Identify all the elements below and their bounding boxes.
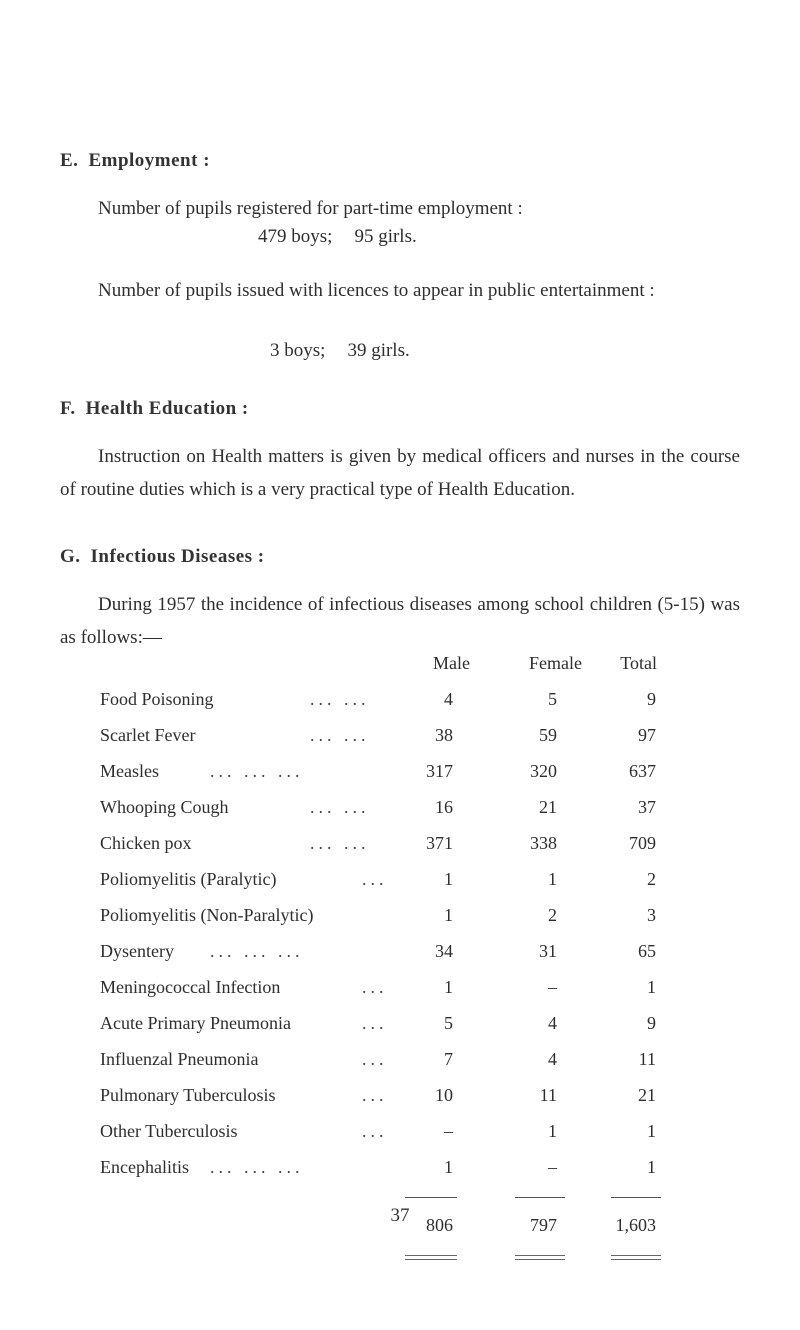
header-female: Female	[529, 653, 582, 673]
row-leader-dots: ... ...	[310, 689, 370, 709]
row-female: 4	[548, 1049, 557, 1069]
section-title: Health Education :	[85, 398, 249, 419]
row-female: 1	[548, 869, 557, 889]
row-male: 10	[435, 1085, 453, 1105]
double-rule-row	[100, 1243, 700, 1265]
female-double-rule	[515, 1255, 565, 1260]
row-leader-dots: ... ... ...	[210, 941, 304, 961]
row-leader-dots: ...	[362, 1121, 388, 1141]
health-education-paragraph: Instruction on Health matters is given by medical officers and nurses in the course of routine duties which is a very practical type of Health Education.	[60, 446, 740, 500]
table-row	[100, 897, 700, 933]
table-row	[100, 933, 700, 969]
male-double-rule	[405, 1255, 457, 1260]
section-heading-health-education	[60, 398, 249, 420]
row-leader-dots: ...	[362, 977, 388, 997]
row-male: 1	[444, 869, 453, 889]
row-male: 5	[444, 1013, 453, 1033]
row-male: 371	[426, 833, 453, 853]
row-female: 21	[539, 797, 557, 817]
row-male: 317	[426, 761, 453, 781]
row-label: Dysentery	[100, 941, 174, 961]
total-male: 806	[426, 1215, 453, 1235]
row-leader-dots: ... ...	[310, 833, 370, 853]
table-header-row	[100, 645, 700, 681]
row-leader-dots: ...	[362, 869, 388, 889]
row-total: 21	[638, 1085, 656, 1105]
row-label: Scarlet Fever	[100, 725, 196, 745]
row-label: Measles	[100, 761, 159, 781]
licence-girls: 39 girls.	[347, 340, 410, 361]
row-total: 1	[647, 1121, 656, 1141]
row-male: 4	[444, 689, 453, 709]
row-leader-dots: ...	[362, 1085, 388, 1105]
row-leader-dots: ... ... ...	[210, 1157, 304, 1177]
row-total: 9	[647, 1013, 656, 1033]
row-leader-dots: ...	[362, 1013, 388, 1033]
total-rule	[611, 1197, 661, 1198]
row-male: 1	[444, 977, 453, 997]
table-row	[100, 717, 700, 753]
row-leader-dots: ... ... ...	[210, 761, 304, 781]
row-total: 709	[629, 833, 656, 853]
row-label: Food Poisoning	[100, 689, 214, 709]
row-leader-dots: ... ...	[310, 725, 370, 745]
table-row	[100, 1077, 700, 1113]
total-female: 797	[530, 1215, 557, 1235]
total-all: 1,603	[615, 1215, 656, 1235]
row-label: Acute Primary Pneumonia	[100, 1013, 291, 1033]
employment-paragraph-2: Number of pupils issued with licences to appear in public entertainment :	[98, 280, 655, 301]
row-label: Other Tuberculosis	[100, 1121, 238, 1141]
row-female: 338	[530, 833, 557, 853]
row-male: 7	[444, 1049, 453, 1069]
row-male: 16	[435, 797, 453, 817]
row-female: 4	[548, 1013, 557, 1033]
table-row	[100, 969, 700, 1005]
row-total: 3	[647, 905, 656, 925]
row-leader-dots: ...	[362, 1049, 388, 1069]
infectious-diseases-table	[100, 645, 700, 1265]
row-total: 37	[638, 797, 656, 817]
header-male: Male	[433, 653, 470, 673]
table-row	[100, 789, 700, 825]
section-letter: F.	[60, 398, 76, 419]
row-total: 1	[647, 977, 656, 997]
row-label: Influenzal Pneumonia	[100, 1049, 259, 1069]
row-female: 2	[548, 905, 557, 925]
table-row	[100, 1041, 700, 1077]
section-letter: G.	[60, 546, 81, 567]
row-total: 637	[629, 761, 656, 781]
employment-paragraph-1: Number of pupils registered for part-time employment :	[98, 198, 523, 219]
row-female: 320	[530, 761, 557, 781]
row-total: 65	[638, 941, 656, 961]
row-label: Meningococcal Infection	[100, 977, 281, 997]
row-female: 31	[539, 941, 557, 961]
section-letter: E.	[60, 150, 79, 171]
row-male: 38	[435, 725, 453, 745]
row-male: 34	[435, 941, 453, 961]
row-leader-dots: ... ...	[310, 797, 370, 817]
table-row	[100, 825, 700, 861]
table-row	[100, 753, 700, 789]
row-total: 11	[638, 1049, 656, 1069]
subtotal-rule-row	[100, 1185, 700, 1207]
row-total: 97	[638, 725, 656, 745]
row-female: 1	[548, 1121, 557, 1141]
row-label: Poliomyelitis (Paralytic)	[100, 869, 277, 889]
row-total: 1	[647, 1157, 656, 1177]
section-heading-infectious-diseases	[60, 546, 265, 568]
table-row	[100, 1005, 700, 1041]
licence-counts	[270, 340, 410, 362]
part-time-girls: 95 girls.	[354, 226, 417, 247]
row-label: Poliomyelitis (Non-Paralytic)	[100, 905, 314, 925]
male-rule	[405, 1197, 457, 1198]
row-total: 9	[647, 689, 656, 709]
row-label: Pulmonary Tuberculosis	[100, 1085, 276, 1105]
row-male: 1	[444, 1157, 453, 1177]
infectious-diseases-paragraph: During 1957 the incidence of infectious diseases among school children (5-15) was as follows:—	[60, 594, 740, 648]
row-female: –	[548, 1157, 557, 1177]
part-time-counts	[258, 226, 417, 248]
row-female: 59	[539, 725, 557, 745]
row-female: 11	[539, 1085, 557, 1105]
section-heading-employment	[60, 150, 210, 172]
row-male: 1	[444, 905, 453, 925]
page-number: 37	[390, 1205, 410, 1226]
licence-boys: 3 boys;	[270, 340, 326, 361]
section-title: Employment :	[88, 150, 211, 171]
table-row	[100, 1149, 700, 1185]
part-time-boys: 479 boys;	[258, 226, 333, 247]
row-female: 5	[548, 689, 557, 709]
female-rule	[515, 1197, 565, 1198]
total-double-rule	[611, 1255, 661, 1260]
table-row	[100, 1113, 700, 1149]
row-label: Encephalitis	[100, 1157, 189, 1177]
row-label: Whooping Cough	[100, 797, 229, 817]
row-male: –	[444, 1121, 453, 1141]
table-row	[100, 861, 700, 897]
row-total: 2	[647, 869, 656, 889]
table-row	[100, 681, 700, 717]
header-total: Total	[620, 653, 657, 673]
section-title: Infectious Diseases :	[90, 546, 265, 567]
row-female: –	[548, 977, 557, 997]
row-label: Chicken pox	[100, 833, 192, 853]
